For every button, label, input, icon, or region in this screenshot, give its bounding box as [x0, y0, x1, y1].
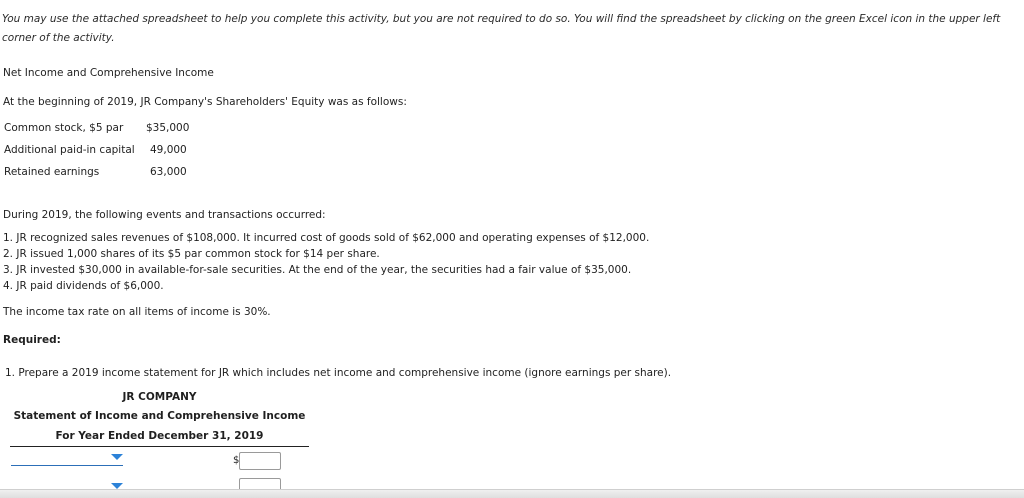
- required-label: Required:: [3, 334, 61, 346]
- equity-value: $35,000: [146, 122, 190, 134]
- window-bottom-edge: [0, 489, 1024, 498]
- equity-row: [4, 164, 194, 180]
- events-list: [3, 230, 649, 294]
- event-item: 4. JR paid dividends of $6,000.: [3, 280, 164, 292]
- tax-rate-text: The income tax rate on all items of income is 30%.: [3, 306, 271, 318]
- account-select[interactable]: [11, 475, 123, 489]
- statement-period: For Year Ended December 31, 2019: [55, 430, 264, 442]
- question-text: 1. Prepare a 2019 income statement for JR which includes net income and comprehensive income (ignore earnings per share).: [5, 367, 672, 379]
- equity-label: Retained earnings: [4, 166, 100, 178]
- intro-text: You may use the attached spreadsheet to help you complete this activity, but you are not required to do so. You will find the spreadsheet by clicking on the green Excel icon in the upper left corner of the activity.: [2, 13, 1001, 44]
- statement-title: Statement of Income and Comprehensive Income: [13, 410, 306, 422]
- statement-company: JR COMPANY: [122, 391, 197, 403]
- equity-value: 49,000: [150, 144, 187, 156]
- event-item: 2. JR issued 1,000 shares of its $5 par common stock for $14 per share.: [3, 248, 380, 260]
- equity-value: 63,000: [150, 166, 187, 178]
- equity-row: [4, 120, 194, 136]
- equity-label: Additional paid-in capital: [4, 144, 135, 156]
- amount-input[interactable]: [239, 452, 281, 470]
- equity-label: Common stock, $5 par: [4, 122, 124, 134]
- event-item: 3. JR invested $30,000 in available-for-sale securities. At the end of the year, the securities had a fair value of $35,000.: [3, 264, 632, 276]
- events-intro: During 2019, the following events and transactions occurred:: [3, 209, 326, 221]
- account-select[interactable]: [11, 451, 123, 466]
- equity-row: [4, 142, 194, 158]
- chevron-down-icon: [111, 454, 123, 460]
- equity-intro: At the beginning of 2019, JR Company's Shareholders' Equity was as follows:: [3, 96, 407, 108]
- currency-symbol: $: [233, 455, 240, 466]
- event-item: 1. JR recognized sales revenues of $108,000. It incurred cost of goods sold of $62,000 and operating expenses of $12,000.: [3, 232, 650, 244]
- statement-header-rule: [10, 446, 309, 447]
- activity-title: Net Income and Comprehensive Income: [3, 67, 214, 79]
